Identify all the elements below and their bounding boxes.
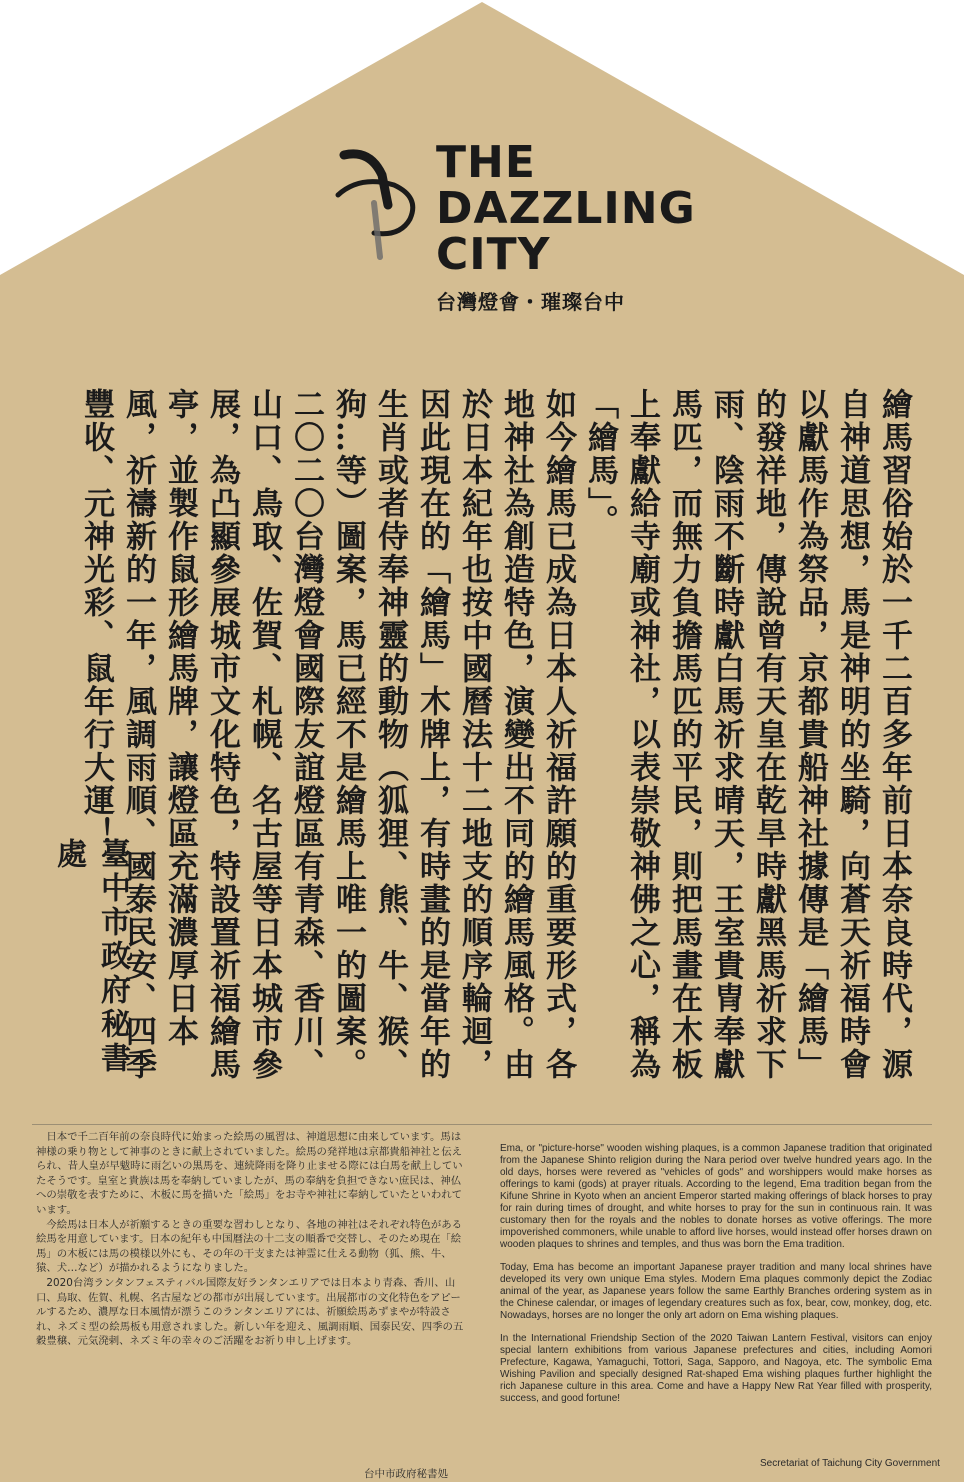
japanese-text-column	[36, 1130, 470, 1349]
logo-title-line-3: CITY	[436, 229, 551, 280]
english-signature: Secretariat of Taichung City Government	[760, 1458, 940, 1469]
english-paragraph-3: In the International Friendship Section of the 2020 Taiwan Lantern Festival, visitors can enjoy special lantern exhibitions from various Japanese prefectures and cities, including Aomori Prefecture, Kagawa, Yamaguchi, Tottori, Saga, Sapporo, and Nagoya, etc. The symbolic Ema Wishing Pavilion and specially designed Rat-shaped Ema wishing plaques further highlight the rich Japanese culture in this area. Come and have a Happy New Rat Year filled with prosperity, success, and good fortune!	[500, 1333, 932, 1404]
english-text-column	[500, 1143, 932, 1416]
japanese-paragraph-3: 2020台湾ランタンフェスティバル国際友好ランタンエリアでは日本より青森、香川、山口、鳥取、佐賀、札幌、名古屋などの都市が出展しています。出展都市の文化特色をアピールするため、濃厚な日本風情が漂うこのランタンエリアには、祈願絵馬あずまやが特設され、ネズミ型の絵馬板も用意されました。新しい年を迎え、風調雨順、国泰民安、四季の五穀豊穣、元気溌剌、ネズミ年の幸々のご活躍をお祈り申し上げます。	[36, 1276, 464, 1348]
logo-title	[436, 137, 696, 280]
ribbon-d-logo-icon	[330, 145, 420, 265]
english-paragraph-1: Ema, or "picture-horse" wooden wishing plaques, is a common Japanese tradition that originated from the Japanese Shinto religion during the Nara period over twelve hundred years ago. In the old days, horses were revered as "vehicles of gods" and worshippers would make horses as offerings to kami (gods) at prayer rituals. According to the legend, Ema tradition began from the Kifune Shrine in Kyoto when an ancient Emperor started making offerings of black horses to pray for rain during times of drought, and white horses to pray for the sun in continuous rain. It was customary then for the royals and the nobles to donate horses as votive offerings. The more impoverished commoners, while unable to afford live horses, would instead offer horses drawn on wooden plaques to shrines and temples, and thus was born the Ema tradition.	[500, 1143, 932, 1250]
english-paragraph-2: Today, Ema has become an important Japanese prayer tradition and many local shrines have developed its very own unique Ema styles. Modern Ema plaques commonly depict the Zodiac animal of the year, as Japanese years follow the same Earthly Branches ordering system as in the Chinese calendar, or images of legendary creatures such as fox, bear, cow, monkey, dog, etc. Nowadays, horses are no longer the only art adorn on Ema wishing plaques.	[500, 1262, 932, 1321]
main-paragraph-2: 如今繪馬已成為日本人祈福許願的重要形式，各地神社為創造特色，演變出不同的繪馬風格。由於日本紀年也按中國曆法十二地支的順序輪迴，因此現在的「繪馬」木牌上，有時畫的是當年的生肖或者侍奉神靈的動物（狐狸、熊、牛、猴、狗…等）圖案，馬已經不是繪馬上唯一的圖案。	[330, 388, 576, 1081]
japanese-paragraph-2: 今絵馬は日本人が祈願するときの重要な習わしとなり、各地の神社はそれぞれ特色がある絵馬を用意しています。日本の紀年も中国暦法の十二支の順番で交替し、そのため現在「絵馬」の木板には馬の模様以外にも、その年の干支または神霊に仕える動物（狐、熊、牛、猿、犬…など）が描かれるようになりました。	[36, 1218, 463, 1275]
logo-title-line-1: THE	[436, 137, 536, 188]
japanese-signature: 台中市政府秘書処	[364, 1468, 448, 1480]
logo-title-line-2: DAZZLING	[436, 183, 696, 234]
japanese-paragraph-1: 日本で千二百年前の奈良時代に始まった絵馬の風習は、神道思想に由来しています。馬は神様の乗り物として神事のときに献上されていました。絵馬の発祥地は京都貴船神社と伝えられ、昔人皇が早魃時に雨乞いの黒馬を、連続降雨を降り止ませる際には白馬を献上していたそうです。皇室と貴族は馬を奉納していましたが、馬の奉納を負担できない庶民は、神仏への崇敬を表すために、木板に馬を描いた「絵馬」をお寺や神社に奉納していたといわれています。	[36, 1131, 463, 1216]
main-paragraph-3: 二〇二〇台灣燈會國際友誼燈區有青森、香川、山口、鳥取、佐賀、札幌、名古屋等日本城市參展，為凸顯參展城市文化特色，特設置祈福繪馬亭，並製作鼠形繪馬牌，讓燈區充滿濃厚日本風，祈禱新的一年，風調雨順、國泰民安、四季豐收、元神光彩、鼠年行大運！	[78, 388, 324, 1081]
logo-subtitle: 台灣燈會・璀璨台中	[436, 290, 625, 314]
section-divider	[32, 1124, 932, 1125]
main-paragraph-1: 繪馬習俗始於一千二百多年前日本奈良時代，源自神道思想，馬是神明的坐騎，向蒼天祈福時會以獻馬作為祭品，京都貴船神社據傳是「繪馬」的發祥地，傳說曾有天皇在乾旱時獻黑馬祈求下雨、陰雨不斷時獻白馬祈求晴天，王室貴冑奉獻馬匹，而無力負擔馬匹的平民，則把馬畫在木板上奉獻給寺廟或神社，以表崇敬神佛之心，稱為「繪馬」。	[582, 388, 912, 1081]
main-signature: 臺中市政府秘書處	[51, 838, 130, 1076]
